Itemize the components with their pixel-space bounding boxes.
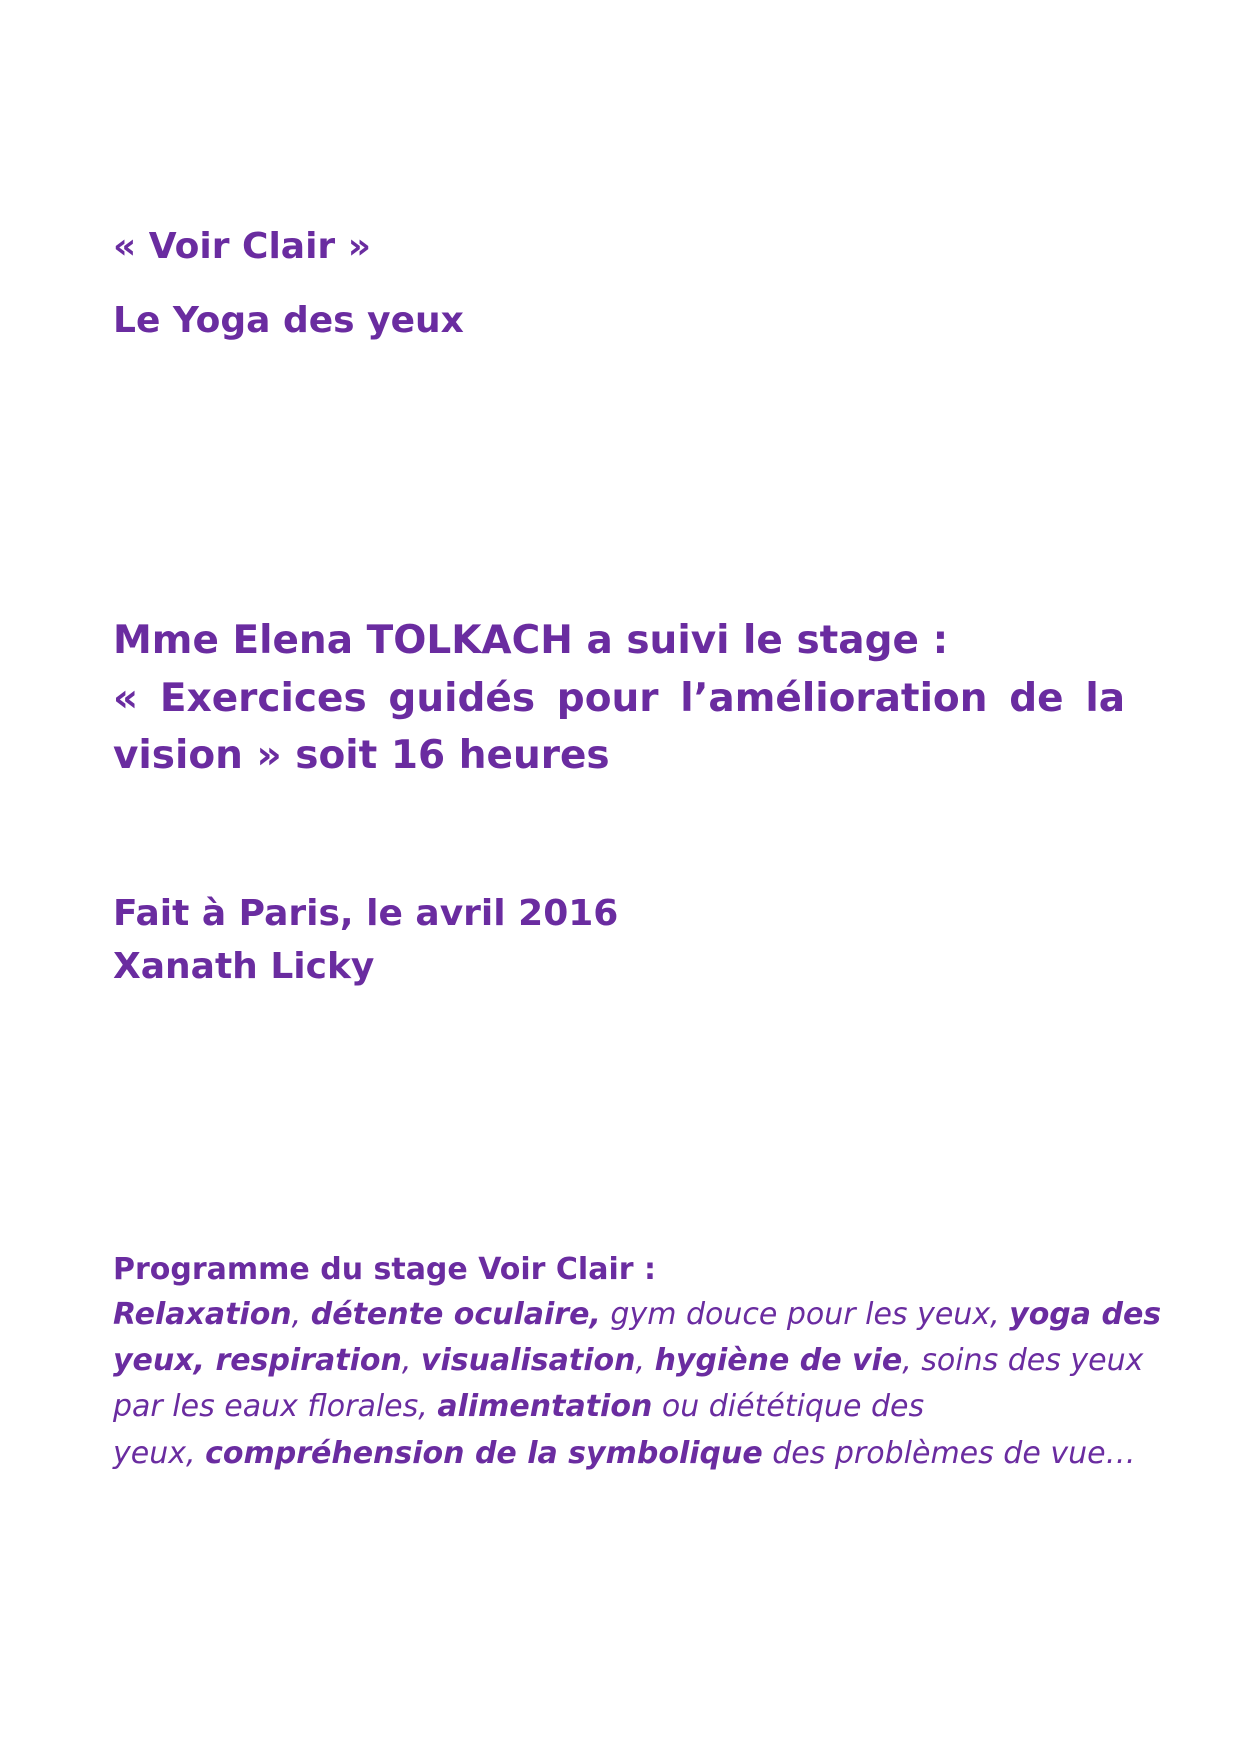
- program-topic: Relaxation: [113, 1297, 292, 1332]
- program-text: gym douce pour les yeux,: [600, 1297, 1010, 1332]
- program-line-4: [113, 1436, 1136, 1471]
- program-topic: compréhension de la symbolique: [205, 1436, 763, 1471]
- program-text: ou diététique des: [652, 1389, 925, 1424]
- signer-name: Xanath Licky: [113, 946, 375, 987]
- program-text: des problèmes de vue…: [762, 1436, 1136, 1471]
- certificate-word: pour: [556, 676, 659, 721]
- program-heading: Programme du stage Voir Clair :: [113, 1252, 656, 1287]
- program-line-1: [113, 1297, 1162, 1332]
- certificate-word: la: [1085, 676, 1126, 721]
- certificate-line-1: [113, 618, 949, 663]
- program-line-2: [113, 1343, 1144, 1378]
- certificate-line-3: vision » soit 16 heures: [113, 733, 610, 778]
- program-text: yeux,: [113, 1436, 206, 1471]
- program-topic: alimentation: [437, 1389, 653, 1424]
- program-text: ,: [401, 1343, 421, 1378]
- program-topic: détente oculaire,: [310, 1297, 601, 1332]
- program-text: ,: [291, 1297, 311, 1332]
- program-text: par les eaux florales,: [113, 1389, 438, 1424]
- program-text: ,: [635, 1343, 655, 1378]
- certificate-word: « Exercices: [113, 676, 367, 721]
- document-title: « Voir Clair »: [113, 226, 371, 267]
- place-and-date: Fait à Paris, le avril 2016: [113, 893, 619, 934]
- program-line-3: [113, 1389, 1125, 1424]
- program-topic: hygiène de vie: [654, 1343, 903, 1378]
- document-subtitle: Le Yoga des yeux: [113, 300, 464, 341]
- certificate-line-1-text: Mme Elena TOLKACH a suivi le stage :: [113, 618, 949, 663]
- program-topic: yeux, respiration: [113, 1343, 402, 1378]
- certificate-word: l’amélioration: [680, 676, 988, 721]
- program-topic: visualisation: [420, 1343, 636, 1378]
- program-topic: yoga des: [1009, 1297, 1162, 1332]
- certificate-word: guidés: [388, 676, 536, 721]
- certificate-word: de: [1009, 676, 1064, 721]
- program-text: , soins des yeux: [902, 1343, 1144, 1378]
- certificate-line-2: [113, 676, 1125, 721]
